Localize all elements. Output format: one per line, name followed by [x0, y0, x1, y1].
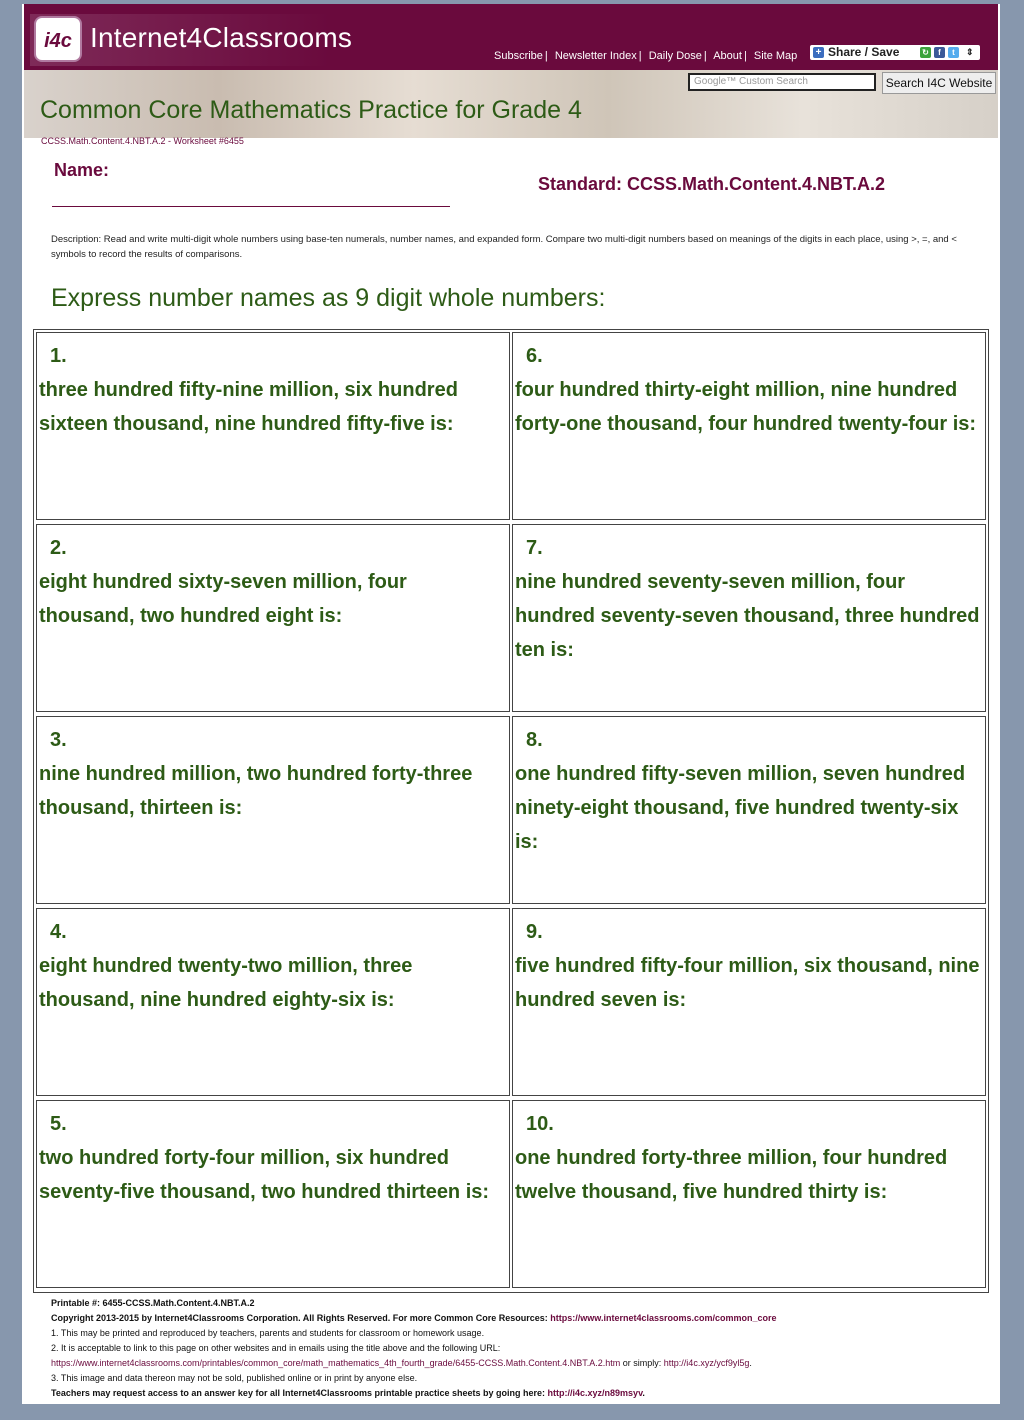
- facebook-icon: f: [934, 47, 945, 58]
- problem-text: three hundred fifty-nine million, six hundred sixteen thousand, nine hundred fifty-five is:: [39, 379, 458, 435]
- problem-cell: [512, 524, 986, 712]
- problem-cell: [36, 716, 510, 904]
- nav-about[interactable]: About: [713, 50, 742, 62]
- usage-rule-3: 3. This image and data thereon may not be sold, published online or in print by anyone else.: [51, 1373, 418, 1383]
- name-line: [52, 206, 450, 207]
- problem-text: four hundred thirty-eight million, nine hundred forty-one thousand, four hundred twenty-four is:: [515, 379, 977, 435]
- problem-number: 2.: [50, 537, 67, 559]
- problem-number: 4.: [50, 921, 67, 943]
- short-url-link[interactable]: http://i4c.xyz/ycf9yl5g: [663, 1358, 750, 1368]
- copyright-text: Copyright 2013-2015 by Internet4Classrooms Corporation. All Rights Reserved. For more Common Core Resources:: [51, 1313, 551, 1323]
- page: [22, 4, 1000, 1404]
- problem-cell: [36, 524, 510, 712]
- problem-number: 6.: [526, 345, 543, 367]
- twitter-icon: t: [948, 47, 959, 58]
- rule2-end: .: [749, 1358, 752, 1368]
- problem-cell: [512, 1100, 986, 1288]
- problem-text: five hundred fifty-four million, six thousand, nine hundred seven is:: [515, 955, 980, 1011]
- problem-text: nine hundred million, two hundred forty-three thousand, thirteen is:: [39, 763, 473, 819]
- top-bar: [24, 4, 998, 70]
- share-green-icon: ↻: [920, 47, 931, 58]
- problem-number: 5.: [50, 1113, 67, 1135]
- usage-rule-1: 1. This may be printed and reproduced by teachers, parents and students for classroom or homework usage.: [51, 1328, 485, 1338]
- description: Description: Read and write multi-digit whole numbers using base-ten numerals, number names, and expanded form. Compare two multi-digit numbers based on meanings of the digits in each place, using >, =, and < symbols to record the results of comparisons.: [51, 234, 957, 260]
- nav-newsletter-index[interactable]: Newsletter Index: [554, 50, 637, 62]
- nav-daily-dose[interactable]: Daily Dose: [648, 50, 702, 62]
- problem-number: 7.: [526, 537, 543, 559]
- footer: [51, 1296, 991, 1401]
- problem-number: 10.: [526, 1113, 554, 1135]
- problem-number: 8.: [526, 729, 543, 751]
- problem-text: one hundred fifty-seven million, seven hundred ninety-eight thousand, five hundred twenty-six is:: [515, 763, 966, 853]
- nav-subscribe[interactable]: Subscribe: [494, 50, 543, 62]
- logo-badge-icon: i4c: [34, 16, 82, 62]
- usage-rule-2: 2. It is acceptable to link to this page on other websites and in emails using the title above and the following URL:: [51, 1343, 501, 1353]
- search-placeholder: Custom Search: [739, 76, 808, 87]
- answer-key-text: Teachers may request access to an answer key for all Internet4Classrooms printable practice sheets by going here:: [51, 1388, 548, 1398]
- worksheet-url-link[interactable]: https://www.internet4classrooms.com/printables/common_core/math_mathematics_4th_fourth_grade/6455-CCSS.Math.Content.4.NBT.A.2.htm: [51, 1358, 621, 1368]
- problem-cell: [36, 908, 510, 1096]
- instruction-heading: Express number names as 9 digit whole numbers:: [51, 284, 606, 312]
- chevron-updown-icon: ⇕: [966, 47, 974, 57]
- google-search-brand: Google: [694, 76, 727, 87]
- problem-number: 9.: [526, 921, 543, 943]
- share-save-button[interactable]: [810, 45, 980, 60]
- site-logo[interactable]: [30, 14, 353, 66]
- printable-number: Printable #: 6455-CCSS.Math.Content.4.NBT.A.2: [51, 1298, 255, 1308]
- problem-cell: [36, 1100, 510, 1288]
- standard-label: Standard: CCSS.Math.Content.4.NBT.A.2: [538, 174, 886, 194]
- worksheet-id-link[interactable]: CCSS.Math.Content.4.NBT.A.2 - Worksheet #6455: [41, 136, 244, 146]
- rule2-mid: or simply:: [620, 1358, 664, 1368]
- problem-text: eight hundred twenty-two million, three thousand, nine hundred eighty-six is:: [39, 955, 413, 1011]
- problem-text: eight hundred sixty-seven million, four thousand, two hundred eight is:: [39, 571, 407, 627]
- copyright: [51, 1311, 991, 1326]
- share-label: Share / Save: [828, 45, 900, 59]
- problem-text: one hundred forty-three million, four hundred twelve thousand, five hundred thirty is:: [515, 1147, 948, 1203]
- answer-key-link[interactable]: http://i4c.xyz/n89msyv: [547, 1388, 643, 1398]
- answer-key-end: .: [642, 1388, 645, 1398]
- page-title: Common Core Mathematics Practice for Grade 4: [40, 96, 582, 124]
- answer-key-note: [51, 1386, 991, 1401]
- problem-text: nine hundred seventy-seven million, four hundred seventy-seven thousand, three hundred ten is:: [515, 571, 980, 661]
- problem-cell: [36, 332, 510, 520]
- top-nav: Subscribe | Newsletter Index | Daily Dose | About | Site Map: [494, 50, 798, 62]
- name-label: Name:: [54, 160, 110, 180]
- problem-number: 3.: [50, 729, 67, 751]
- search-button[interactable]: Search I4C Website: [882, 72, 996, 94]
- problem-cell: [512, 332, 986, 520]
- logo-text: Internet4Classrooms: [90, 22, 353, 53]
- banner: [24, 70, 998, 138]
- problem-cell: [512, 908, 986, 1096]
- common-core-link[interactable]: https://www.internet4classrooms.com/common_core: [550, 1313, 777, 1323]
- problem-grid: [33, 329, 989, 1293]
- problem-cell: [512, 716, 986, 904]
- problem-number: 1.: [50, 345, 67, 367]
- share-plus-icon: +: [813, 47, 824, 58]
- search-input[interactable]: Google™ Custom Search: [688, 73, 876, 91]
- nav-site-map[interactable]: Site Map: [753, 50, 798, 62]
- problem-text: two hundred forty-four million, six hundred seventy-five thousand, two hundred thirteen is:: [39, 1147, 490, 1203]
- usage-rule-2-urls: [51, 1356, 991, 1371]
